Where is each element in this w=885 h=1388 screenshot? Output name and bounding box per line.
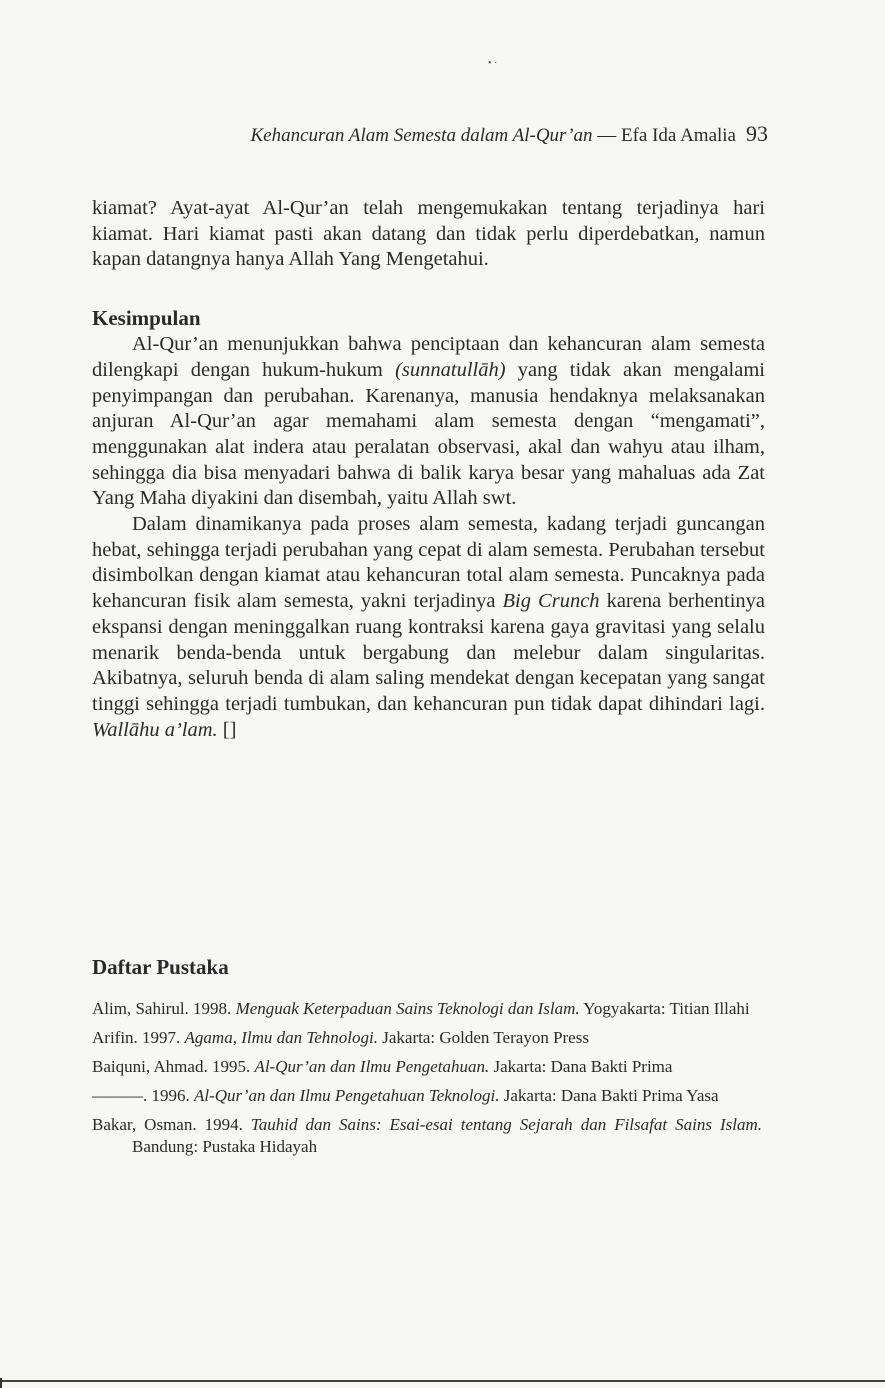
kesimpulan-heading: Kesimpulan <box>92 306 201 331</box>
ref-title: Al-Qur’an dan Ilmu Pengetahuan. <box>254 1057 490 1076</box>
ref-publisher: Jakarta: Dana Bakti Prima <box>489 1057 673 1076</box>
intro-paragraph: kiamat? Ayat-ayat Al-Qur’an telah mengemukakan tentang terjadinya hari kiamat. Hari kiamat pasti akan datang dan tidak perlu diperdebatkan, namun kapan datangnya hanya Allah Yang Mengetahui. <box>92 197 765 271</box>
ref-author: Bakar, Osman. 1994. <box>92 1115 251 1134</box>
kesimpulan-p2-text-a: Dalam dinamikanya pada proses alam semesta, kadang terjadi guncangan hebat, sehingga terjadi perubahan yang cepat di alam semesta. Perubahan tersebut disimbolkan dengan kiamat atau kehancuran total alam semesta. Puncaknya pada kehancuran fisik alam semesta, yakni terjadinya <box>92 513 765 613</box>
page-number: 93 <box>746 121 768 146</box>
kesimpulan-p1-text-a: Al-Qur’an menunjukkan bahwa penciptaan dan kehancuran alam semesta dilengkapi dengan hukum-hukum <box>92 333 765 381</box>
kesimpulan-p2-term: Big Crunch <box>502 590 600 613</box>
reference-item <box>92 998 762 1020</box>
reference-item <box>92 1114 762 1158</box>
ref-author: Baiquni, Ahmad. 1995. <box>92 1057 255 1076</box>
ref-publisher: Jakarta: Golden Terayon Press <box>378 1028 589 1047</box>
ref-title: Tauhid dan Sains: Esai-esai tentang Sejarah dan Filsafat Sains Islam. <box>250 1115 762 1134</box>
reference-item <box>92 1027 762 1049</box>
ref-author: Alim, Sahirul. 1998. <box>92 999 236 1018</box>
ref-author: ———. 1996. <box>92 1086 194 1105</box>
reference-list <box>92 998 762 1165</box>
ref-author: Arifin. 1997. <box>92 1028 185 1047</box>
header-author: Efa Ida Amalia <box>620 125 736 146</box>
kesimpulan-p2-text-b: karena berhentinya ekspansi dengan meninggalkan ruang kontraksi karena gaya gravitasi yang selalu menarik benda-benda untuk bergabung dan melebur dalam singularitas. Akibatnya, seluruh benda di alam saling mendekat dengan kecepatan yang sangat tinggi sehingga terjadi tumbukan, dan kehancuran pun tidak dapat dihindari lagi. <box>92 590 766 715</box>
scan-edge-line <box>0 1380 885 1382</box>
ref-title: Agama, Ilmu dan Tehnologi. <box>184 1028 379 1047</box>
kesimpulan-p1-term: (sunnatullāh) <box>395 358 506 381</box>
scan-speck: • · <box>488 58 498 69</box>
scan-edge-tick <box>0 1378 2 1388</box>
header-title: Kehancuran Alam Semesta dalam Al-Qur’an <box>250 125 593 146</box>
kesimpulan-p1-text-b: yang tidak akan mengalami penyimpangan dan perubahan. Karenanya, manusia hendaknya melaksanakan anjuran Al-Qur’an agar memahami alam semesta dengan “mengamati”, menggunakan alat indera atau peralatan observasi, akal dan wahyu atau ilham, sehingga dia bisa menyadari bahwa di balik karya besar yang mahaluas ada Zat Yang Maha diyakini dan disembah, yaitu Allah swt. <box>92 358 765 510</box>
reference-item <box>92 1056 762 1078</box>
ref-title: Menguak Keterpaduan Sains Teknologi dan Islam. <box>235 999 580 1018</box>
kesimpulan-p2-end: [] <box>217 718 237 741</box>
ref-publisher: Jakarta: Dana Bakti Prima Yasa <box>499 1086 719 1105</box>
daftar-pustaka-heading: Daftar Pustaka <box>92 955 229 979</box>
running-header <box>92 120 768 150</box>
kesimpulan-p2-closing: Wallāhu a’lam. <box>92 718 218 741</box>
main-text <box>92 196 765 743</box>
ref-title: Al-Qur’an dan Ilmu Pengetahuan Teknologi. <box>194 1086 500 1105</box>
kesimpulan-paragraph-2 <box>92 512 765 743</box>
reference-item <box>92 1085 762 1107</box>
ref-publisher: Bandung: Pustaka Hidayah <box>132 1137 318 1156</box>
ref-publisher: Yogyakarta: Titian Illahi <box>579 999 750 1018</box>
kesimpulan-paragraph-1 <box>92 332 765 512</box>
header-separator: — <box>592 125 621 146</box>
